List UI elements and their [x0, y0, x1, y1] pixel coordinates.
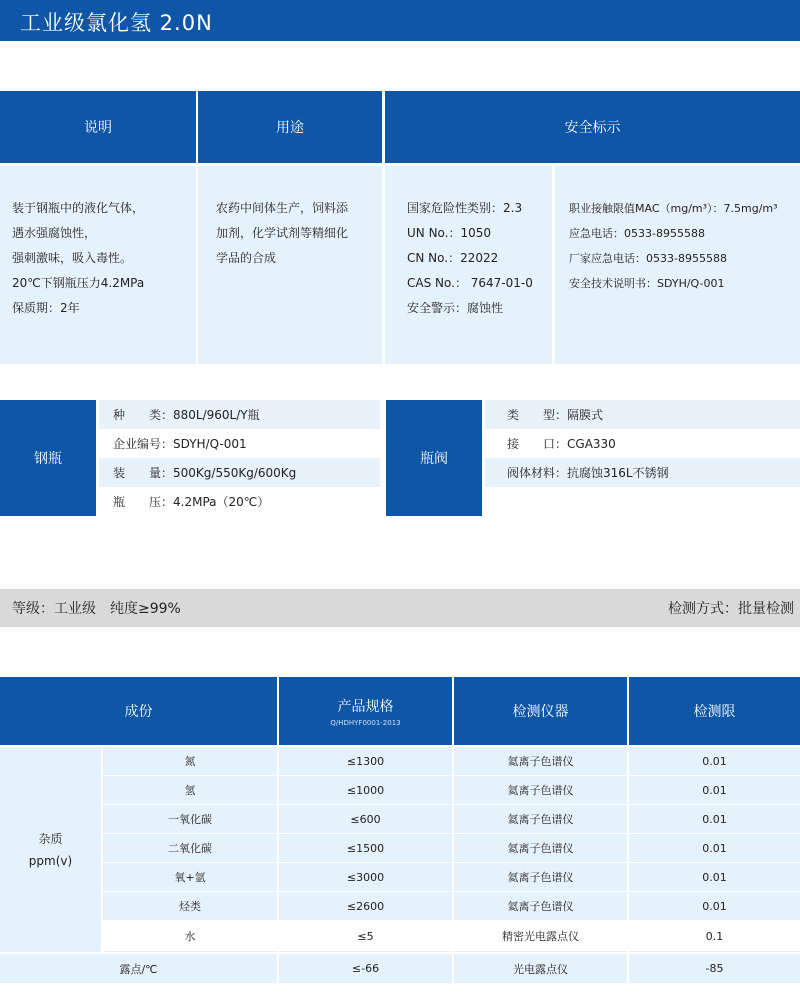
cell-component: 二氧化碳 [103, 834, 277, 863]
cell-spec: ≤2600 [279, 892, 452, 921]
cell-spec: ≤-66 [279, 954, 452, 984]
row-key: 阀体材料： [507, 466, 568, 480]
row-key: 瓶 压： [113, 495, 174, 509]
safety-line: UN No.：1050 [407, 226, 492, 240]
th-limit [629, 677, 800, 745]
cylinder-spec-list [99, 400, 380, 516]
row-value: 4.2MPa（20℃） [173, 495, 270, 509]
description-panel [0, 166, 196, 364]
cell-spec: ≤1300 [279, 747, 452, 776]
usage-line: 学品的合成 [216, 251, 277, 265]
safety-left-panel [385, 166, 552, 364]
impurity-group-label [0, 747, 101, 952]
row-value: 880L/960L/Y瓶 [173, 408, 260, 422]
row-key: 接 口： [507, 437, 568, 451]
th-component-label: 成份 [124, 704, 153, 720]
th-instrument-label: 检测仪器 [512, 704, 569, 720]
cell-limit: -85 [629, 954, 800, 984]
cell-component: 露点/℃ [0, 954, 277, 984]
valve-row [485, 458, 800, 487]
usage-line: 农药中间体生产，饲料添 [216, 201, 349, 215]
cell-spec: ≤5 [279, 921, 452, 952]
cell-limit: 0.01 [629, 863, 800, 892]
cell-instrument: 精密光电露点仪 [454, 921, 627, 952]
row-value: SDYH/Q-001 [173, 436, 247, 451]
row-key: 装 量： [113, 466, 174, 480]
cell-spec: ≤600 [279, 805, 452, 834]
cylinder-row [99, 429, 380, 458]
header-usage: 用途 [198, 91, 382, 163]
description-line: 装于钢瓶中的液化气体， [12, 201, 145, 215]
cell-instrument: 氦离子色谱仪 [454, 776, 627, 805]
valve-row-empty [485, 487, 800, 516]
header-description: 说明 [0, 91, 196, 163]
safety-line: CN No.：22022 [407, 251, 499, 265]
usage-line: 加剂，化学试剂等精细化 [216, 226, 349, 240]
page-title: 工业级氯化氢 2.0N [20, 11, 213, 35]
th-spec-standard: Q/HDHYF0001-2013 [330, 718, 401, 727]
description-line: 20℃下钢瓶压力4.2MPa [12, 276, 145, 290]
row-key: 种 类： [113, 408, 174, 422]
cell-instrument: 氦离子色谱仪 [454, 892, 627, 921]
cell-component: 氧+氩 [103, 863, 277, 892]
cell-limit: 0.01 [629, 747, 800, 776]
th-spec-label: 产品规格 [337, 698, 394, 715]
description-line: 遇水强腐蚀性， [12, 226, 97, 240]
usage-panel [198, 166, 382, 364]
safety-line: 厂家应急电话：0533-8955588 [569, 252, 727, 265]
cylinder-row [99, 458, 380, 487]
cell-spec: ≤3000 [279, 863, 452, 892]
valve-label: 瓶阀 [386, 400, 482, 516]
header-safety: 安全标示 [385, 91, 800, 163]
valve-row [485, 400, 800, 429]
row-value: 隔膜式 [567, 408, 604, 422]
group-label: 杂质 [38, 831, 63, 846]
cell-instrument: 氦离子色谱仪 [454, 747, 627, 776]
safety-right-panel [555, 166, 800, 364]
safety-line: 安全警示：腐蚀性 [407, 301, 504, 315]
row-value: 500Kg/550Kg/600Kg [173, 465, 297, 480]
grade-purity-text: 等级：工业级 纯度≥99% [12, 601, 181, 617]
cell-spec: ≤1500 [279, 834, 452, 863]
safety-line: 安全技术说明书：SDYH/Q-001 [569, 277, 725, 290]
row-key: 企业编号： [113, 437, 174, 451]
cell-component: 一氧化碳 [103, 805, 277, 834]
cell-instrument: 光电露点仪 [454, 954, 627, 984]
cell-instrument: 氦离子色谱仪 [454, 805, 627, 834]
cylinder-row [99, 487, 380, 516]
cell-limit: 0.01 [629, 805, 800, 834]
cell-limit: 0.01 [629, 892, 800, 921]
th-component [0, 677, 277, 745]
cell-limit: 0.1 [629, 921, 800, 952]
cell-instrument: 氦离子色谱仪 [454, 863, 627, 892]
safety-line: 国家危险性类别：2.3 [407, 201, 523, 215]
safety-line: CAS No.： 7647-01-0 [407, 276, 533, 290]
valve-spec-list [485, 400, 800, 516]
valve-row [485, 429, 800, 458]
safety-line: 职业接触限值MAC（mg/m³）：7.5mg/m³ [569, 202, 778, 215]
description-line: 强刺激味，吸入毒性。 [12, 251, 133, 265]
cell-component: 氢 [103, 776, 277, 805]
row-key: 类 型： [507, 408, 568, 422]
test-method-text: 检测方式：批量检测 [668, 601, 794, 617]
cell-component: 氮 [103, 747, 277, 776]
th-instrument [454, 677, 627, 745]
cell-component: 水 [103, 921, 277, 952]
cylinder-row [99, 400, 380, 429]
cell-limit: 0.01 [629, 776, 800, 805]
safety-line: 应急电话：0533-8955588 [569, 227, 705, 240]
description-line: 保质期：2年 [12, 301, 80, 315]
cylinder-label: 钢瓶 [0, 400, 96, 516]
cell-instrument: 氦离子色谱仪 [454, 834, 627, 863]
cell-component: 烃类 [103, 892, 277, 921]
cell-spec: ≤1000 [279, 776, 452, 805]
row-value: CGA330 [567, 436, 616, 451]
th-spec [279, 677, 452, 745]
th-limit-label: 检测限 [693, 704, 736, 720]
group-unit: ppm(v) [28, 853, 73, 868]
row-value: 抗腐蚀316L不锈钢 [567, 466, 669, 480]
cell-limit: 0.01 [629, 834, 800, 863]
